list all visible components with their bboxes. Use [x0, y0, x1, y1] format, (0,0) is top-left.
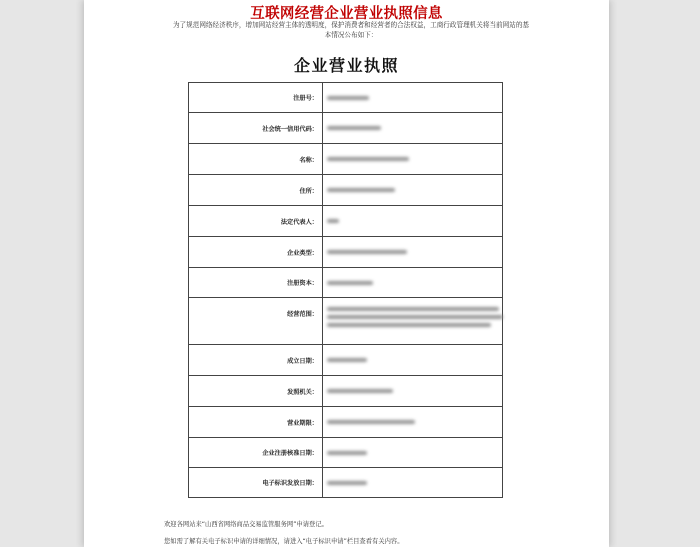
- redacted-value: [327, 250, 407, 254]
- row-value-establishment-date: [323, 345, 503, 376]
- redacted-value: [327, 315, 503, 319]
- footer-instructions-text: 您如需了解有关电子标识申请的详细情况，请进入“电子标识申请”栏目查看有关内容。: [164, 538, 404, 545]
- license-page: [84, 0, 609, 547]
- row-label-credit-code: 社会统一信用代码：: [189, 113, 323, 144]
- row-value-credit-code: [323, 113, 503, 144]
- redacted-value: [327, 481, 367, 485]
- row-label-registration-number: 注册号：: [189, 83, 323, 113]
- table-row: [189, 206, 503, 237]
- row-label-enterprise-type: 企业类型：: [189, 237, 323, 268]
- row-label-issuing-authority: 发照机关：: [189, 376, 323, 407]
- row-value-address: [323, 175, 503, 206]
- redacted-value: [327, 96, 369, 100]
- table-row: [189, 468, 503, 498]
- intro-text: 为了规范网络经济秩序，增加网站经营主体的透明度，保护消费者和经营者的合法权益，工商行政管理机关将当前网站的基本情况公布如下：: [172, 21, 530, 39]
- row-label-e-id-issue-date: 电子标识发放日期：: [189, 468, 323, 498]
- redacted-value: [327, 307, 499, 311]
- row-value-business-term: [323, 407, 503, 438]
- table-row: [189, 237, 503, 268]
- row-value-registration-number: [323, 83, 503, 113]
- row-value-business-scope: [323, 298, 503, 345]
- table-row: [189, 376, 503, 407]
- row-label-legal-representative: 法定代表人：: [189, 206, 323, 237]
- license-table: [188, 82, 503, 498]
- redacted-value: [327, 157, 409, 161]
- table-row: [189, 298, 503, 345]
- page-title: 互联网经营企业营业执照信息: [250, 6, 443, 22]
- row-value-enterprise-type: [323, 237, 503, 268]
- table-row: [189, 175, 503, 206]
- row-value-issuing-authority: [323, 376, 503, 407]
- table-row: [189, 83, 503, 113]
- table-row: [189, 268, 503, 298]
- redacted-value: [327, 420, 415, 424]
- row-value-name: [323, 144, 503, 175]
- row-label-address: 住所：: [189, 175, 323, 206]
- row-value-approval-date: [323, 438, 503, 468]
- row-label-approval-date: 企业注册核准日期：: [189, 438, 323, 468]
- redacted-value: [327, 451, 367, 455]
- row-label-registered-capital: 注册资本：: [189, 268, 323, 298]
- table-row: [189, 438, 503, 468]
- redacted-value: [327, 323, 491, 327]
- footer-welcome-text: 欢迎各网站来“山西省网络商品交易监管服务网”申请登记。: [164, 521, 328, 528]
- row-label-business-scope: 经营范围：: [189, 298, 323, 345]
- row-value-e-id-issue-date: [323, 468, 503, 498]
- row-label-establishment-date: 成立日期：: [189, 345, 323, 376]
- table-row: [189, 407, 503, 438]
- row-label-business-term: 营业期限：: [189, 407, 323, 438]
- table-row: [189, 113, 503, 144]
- table-row: [189, 144, 503, 175]
- redacted-value: [327, 188, 395, 192]
- row-value-legal-representative: [323, 206, 503, 237]
- redacted-value: [327, 358, 367, 362]
- redacted-value: [327, 219, 339, 223]
- redacted-value: [327, 389, 393, 393]
- row-label-name: 名称：: [189, 144, 323, 175]
- table-row: [189, 345, 503, 376]
- redacted-value: [327, 126, 381, 130]
- row-value-registered-capital: [323, 268, 503, 298]
- license-heading: 企业营业执照: [293, 56, 399, 75]
- redacted-value: [327, 281, 373, 285]
